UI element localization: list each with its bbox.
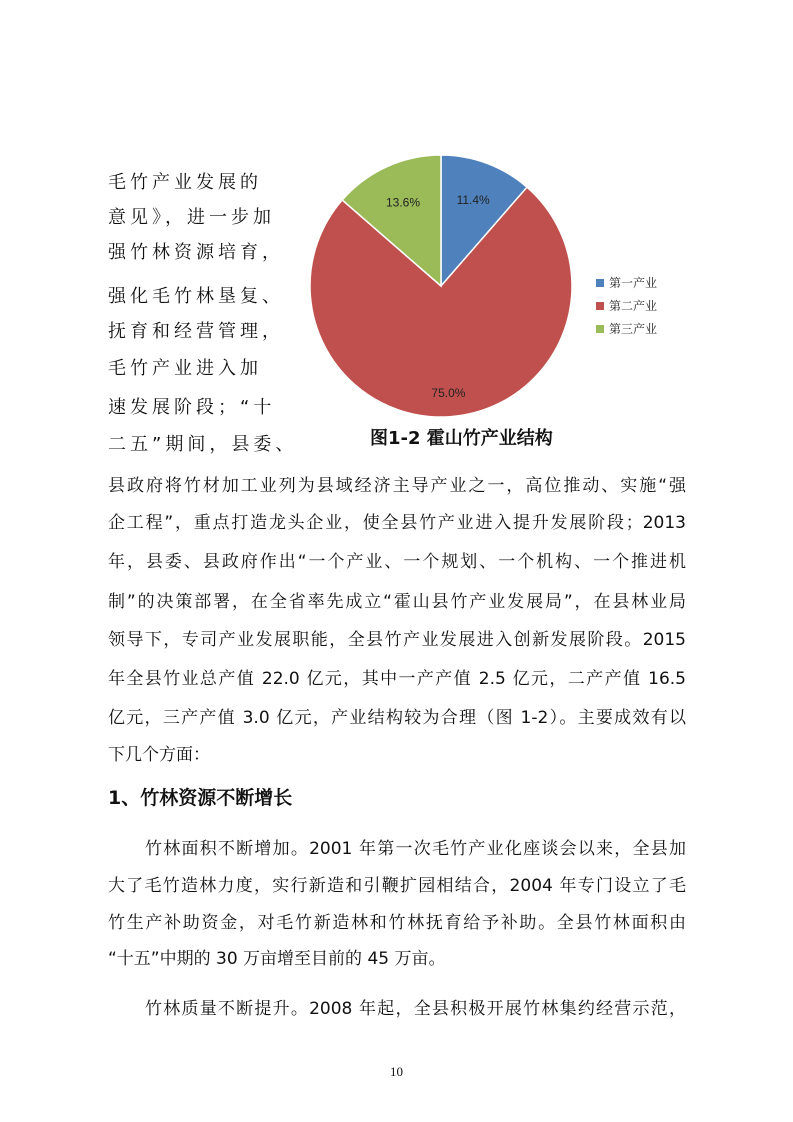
body-text-line: 领导下，专司产业发展职能，全县竹产业发展进入创新发展阶段。2015 (108, 630, 686, 650)
pie-data-label: 11.4% (456, 193, 490, 208)
body-text-line: 企工程”，重点打造龙头企业，使全县竹产业进入提升发展阶段；2013 (108, 513, 686, 533)
wrap-text-line: 意见》，进一步加 (108, 207, 275, 228)
paragraph-line: 竹林面积不断增加。2001 年第一次毛竹产业化座谈会以来，全县加 (145, 839, 686, 859)
page-number: 10 (390, 1064, 403, 1079)
legend-swatch (596, 302, 604, 310)
legend-swatch (596, 325, 604, 333)
wrap-text-line: 强化毛竹林垦复、 (108, 286, 284, 307)
pie-data-label: 75.0% (431, 386, 466, 401)
legend-label: 第三产业 (609, 322, 658, 336)
legend-swatch (596, 279, 604, 287)
body-text-line: 县政府将竹材加工业列为县域经济主导产业之一，高位推动、实施“强 (108, 476, 686, 496)
body-text-line: 下几个方面： (108, 745, 210, 765)
wrap-text-line: 毛竹产业进入加 (108, 358, 262, 379)
paragraph-line: 竹生产补助资金，对毛竹新造林和竹林抚育给予补助。全县竹林面积由 (108, 913, 686, 933)
wrap-text-line: 强竹林资源培育， (108, 242, 284, 263)
body-text-line: 年全县竹业总产值 22.0 亿元，其中一产产值 2.5 亿元，二产产值 16.5 (108, 669, 686, 689)
body-text-line: 亿元，三产产值 3.0 亿元，产业结构较为合理（图 1-2）。主要成效有以 (108, 708, 686, 728)
wrap-text-line: 速发展阶段；“十 (108, 397, 276, 418)
body-text-line: 制”的决策部署，在全省率先成立“霍山县竹产业发展局”，在县林业局 (108, 592, 686, 612)
chart-caption: 图1-2 霍山竹产业结构 (370, 428, 553, 449)
legend-label: 第一产业 (609, 276, 658, 290)
wrap-text-line: 二五”期间，县委、 (108, 434, 298, 455)
wrap-text-line: 抚育和经营管理， (108, 321, 284, 342)
paragraph-line: “十五”中期的 30 万亩增至目前的 45 万亩。 (108, 949, 446, 969)
legend-label: 第二产业 (609, 299, 658, 313)
paragraph-line: 大了毛竹造林力度，实行新造和引鞭扩园相结合，2004 年专门设立了毛 (108, 876, 686, 896)
paragraph-line: 竹林质量不断提升。2008 年起，全县积极开展竹林集约经营示范， (145, 999, 686, 1019)
pie-data-label: 13.6% (385, 195, 421, 210)
industry-structure-pie-chart (300, 165, 700, 425)
wrap-text-line: 毛竹产业发展的 (108, 172, 262, 193)
body-text-line: 年，县委、县政府作出“一个产业、一个规划、一个机构、一个推进机 (108, 552, 686, 572)
section-heading: 1、竹林资源不断增长 (108, 787, 293, 809)
